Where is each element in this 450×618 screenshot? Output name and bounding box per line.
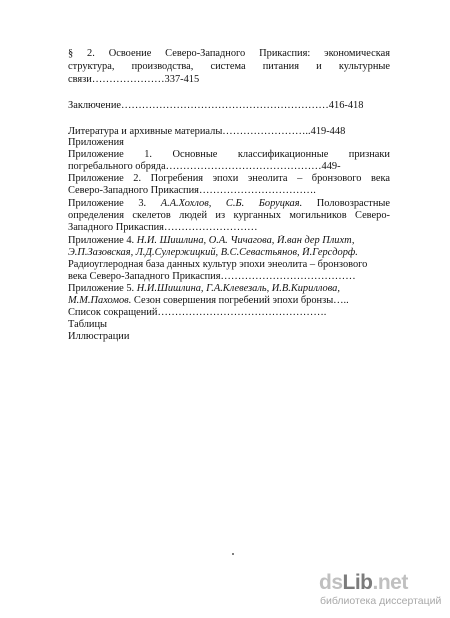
watermark-logo-lib: Lib: [342, 571, 373, 594]
toc-appendix4-line3: Радиоуглеродная база данных культур эпохи энеолита – бронзового: [68, 259, 368, 270]
appendix3-prefix: Приложение 3.: [68, 198, 147, 209]
toc-appendix5-line2: [68, 295, 390, 307]
toc-appendix3-line2: определения скелетов людей из курганных могильников Северо-: [68, 210, 390, 221]
toc-illustrations: Иллюстрации: [68, 331, 130, 342]
toc-appendix3-line3: Западного Прикаспия………………………: [68, 222, 258, 233]
toc-appendix1-line1: Приложение 1. Основные классификационные признаки: [68, 149, 390, 160]
toc-appendix1-line2: погребального обряда………………………………………449-: [68, 161, 341, 172]
toc-appendix2-line2: Северо-Западного Прикаспия…………………………….: [68, 185, 316, 196]
watermark-logo: [319, 572, 408, 594]
toc-literature: Литература и архивные материалы……………………..419-448: [68, 126, 346, 137]
appendix4-authors-line1: Н.И. Шишлина, О.А. Чичагова, Й.ван дер Плихт,: [136, 235, 355, 246]
toc-section2-line2: структура, производства, система питания и культурные: [68, 61, 390, 72]
watermark-logo-ds: ds: [319, 571, 343, 594]
appendix5-prefix: Приложение 5.: [68, 283, 135, 294]
appendix3-authors: А.А.Хохлов, С.Б. Боруцкая.: [160, 198, 303, 209]
toc-abbreviations: Список сокращений………………………………………….: [68, 307, 327, 318]
toc-section2-line1: § 2. Освоение Северо-Западного Прикаспия: экономическая: [68, 48, 390, 59]
toc-appendix4-line1: [68, 235, 390, 247]
watermark-logo-net: .net: [372, 571, 408, 594]
toc-conclusion: Заключение……………………………………………………416-418: [68, 100, 364, 111]
appendix4-prefix: Приложение 4.: [68, 235, 135, 246]
toc-appendix3-line1: [68, 198, 390, 210]
toc-appendix4-line4: века Северо-Западного Прикаспия…………………………………: [68, 271, 356, 282]
toc-appendices-heading: Приложения: [68, 137, 124, 148]
watermark-subtitle: библиотека диссертаций: [320, 595, 442, 607]
scan-dot: [232, 553, 234, 555]
appendix3-suffix: Половозрастные: [316, 198, 390, 209]
appendix5-authors-line1: Н.И.Шишлина, Г.А.Клевезаль, И.В.Кириллова,: [136, 283, 340, 294]
toc-appendix4-authors-line2: Э.П.Зазовская, Л.Д.Сулержицкий, В.С.Севастьянов, Й.Герсдорф.: [68, 247, 358, 258]
toc-section2-line3: связи…………………337-415: [68, 74, 200, 85]
toc-appendix2-line1: Приложение 2. Погребения эпохи энеолита – бронзового века: [68, 173, 390, 184]
toc-appendix5-line1: [68, 283, 390, 295]
appendix5-suffix: Сезон совершения погребений эпохи бронзы…..: [133, 295, 349, 306]
appendix5-authors-line2: М.М.Пахомов.: [68, 295, 132, 306]
toc-tables: Таблицы: [68, 319, 108, 330]
dslib-watermark[interactable]: [319, 572, 444, 612]
